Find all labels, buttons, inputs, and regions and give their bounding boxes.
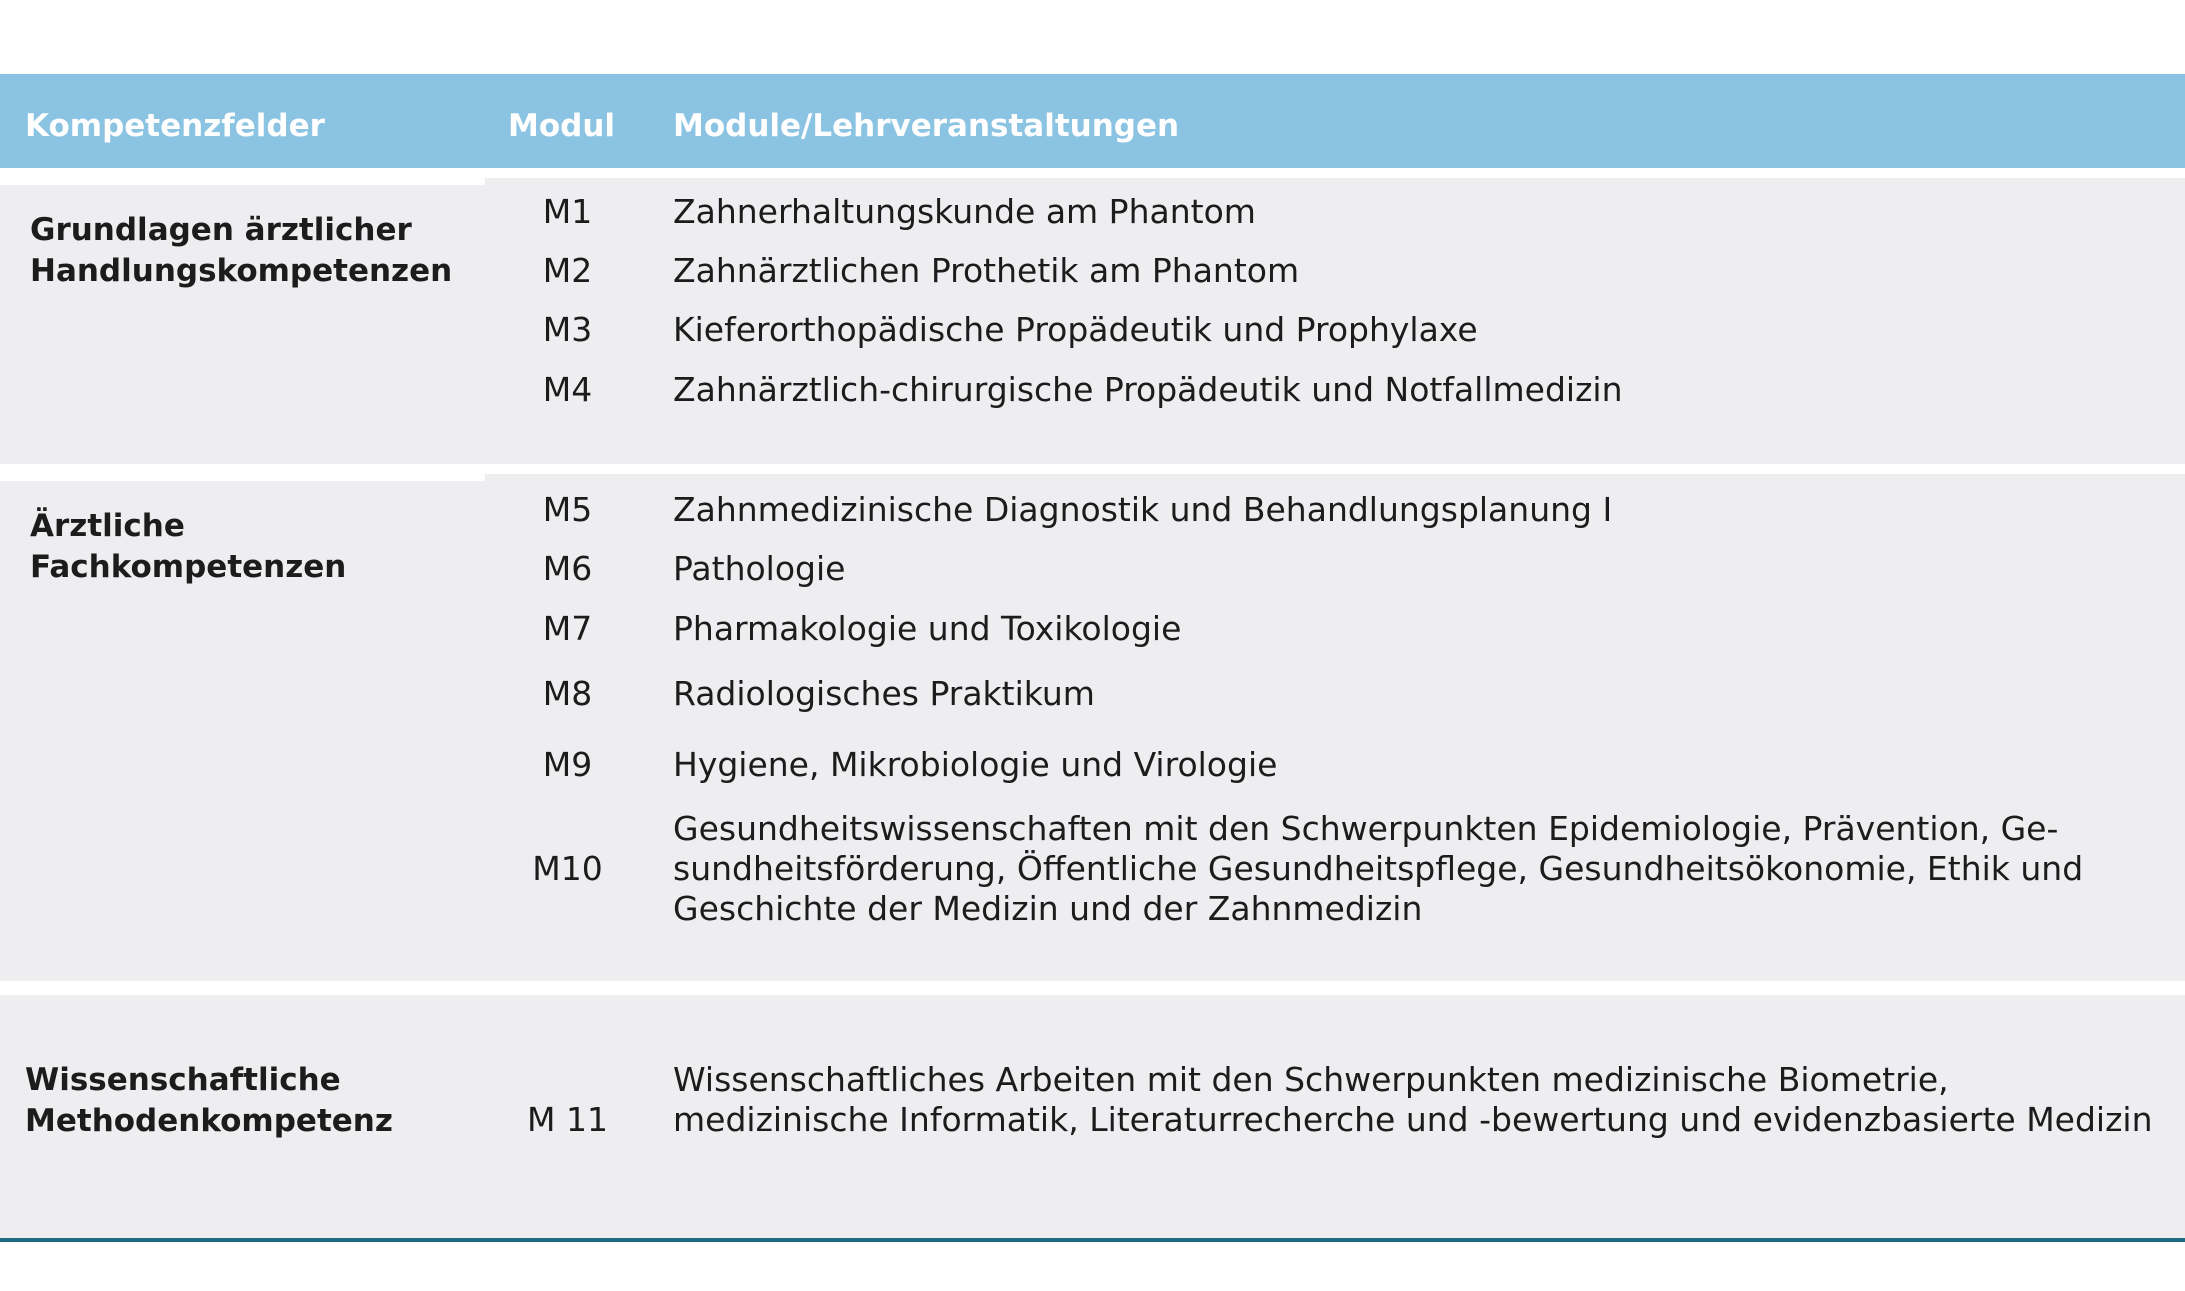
- course-name: Zahnärztlich-chirurgische Propädeutik und Notfallmedizin: [673, 370, 1623, 409]
- course-name: Zahnärztlichen Prothetik am Phantom: [673, 251, 1300, 290]
- course-name: Wissenschaftliches Arbeiten mit den Schwerpunkten medizinische Biometrie, medizinische Informatik, Literaturrecherche und -bewertung und evidenzbasierte Medizin: [673, 1060, 2153, 1139]
- course-name: Hygiene, Mikrobiologie und Virologie: [673, 745, 1278, 784]
- course-name: Radiologisches Praktikum: [673, 674, 1095, 713]
- modul-code: M8: [542, 674, 593, 713]
- course-name: Zahnerhaltungskunde am Phantom: [673, 192, 1256, 231]
- bottom-rule: [0, 1238, 2185, 1242]
- modul-code: M6: [542, 549, 593, 588]
- modul-code: M5: [542, 490, 593, 529]
- modul-code: M7: [542, 609, 593, 648]
- group-methodenkompetenz: [0, 995, 2185, 1240]
- header-kompetenzfelder: Kompetenzfelder: [25, 108, 325, 144]
- group-grundlagen: [0, 178, 2185, 464]
- divider: [0, 178, 485, 185]
- modul-code: M3: [542, 310, 593, 349]
- divider: [0, 474, 485, 481]
- header-module-lehrveranstaltungen: Module/Lehrveranstaltungen: [673, 108, 1180, 144]
- course-name: Pathologie: [673, 549, 846, 588]
- course-name: Zahnmedizinische Diagnostik und Behandlungsplanung I: [673, 490, 1613, 529]
- modul-code: M 11: [527, 1100, 608, 1139]
- modul-code: M1: [542, 192, 593, 231]
- modul-code: M10: [532, 849, 603, 888]
- modul-code: M2: [542, 251, 593, 290]
- kompetenzfeld-label: Ärztliche Fachkompetenzen: [30, 508, 347, 585]
- modul-code: M4: [542, 370, 593, 409]
- course-name: Pharmakologie und Toxikologie: [673, 609, 1182, 648]
- course-name: Gesundheitswissenschaften mit den Schwerpunkten Epidemiologie, Prävention, Ge-sundheitsförderung, Öffentliche Gesundheitspflege, Gesundheitsökonomie, Ethik und Geschichte der Medizin und der Zahnmedizin: [673, 809, 2084, 928]
- kompetenzfeld-label: Wissenschaftliche Methodenkompetenz: [25, 1062, 393, 1139]
- kompetenzfeld-label: Grundlagen ärztlicher Handlungskompetenzen: [30, 212, 453, 289]
- header-modul: Modul: [508, 108, 616, 144]
- group-fachkompetenzen: [0, 474, 2185, 981]
- modul-code: M9: [542, 745, 593, 784]
- table-header: [0, 74, 2185, 168]
- course-name: Kieferorthopädische Propädeutik und Prophylaxe: [673, 310, 1478, 349]
